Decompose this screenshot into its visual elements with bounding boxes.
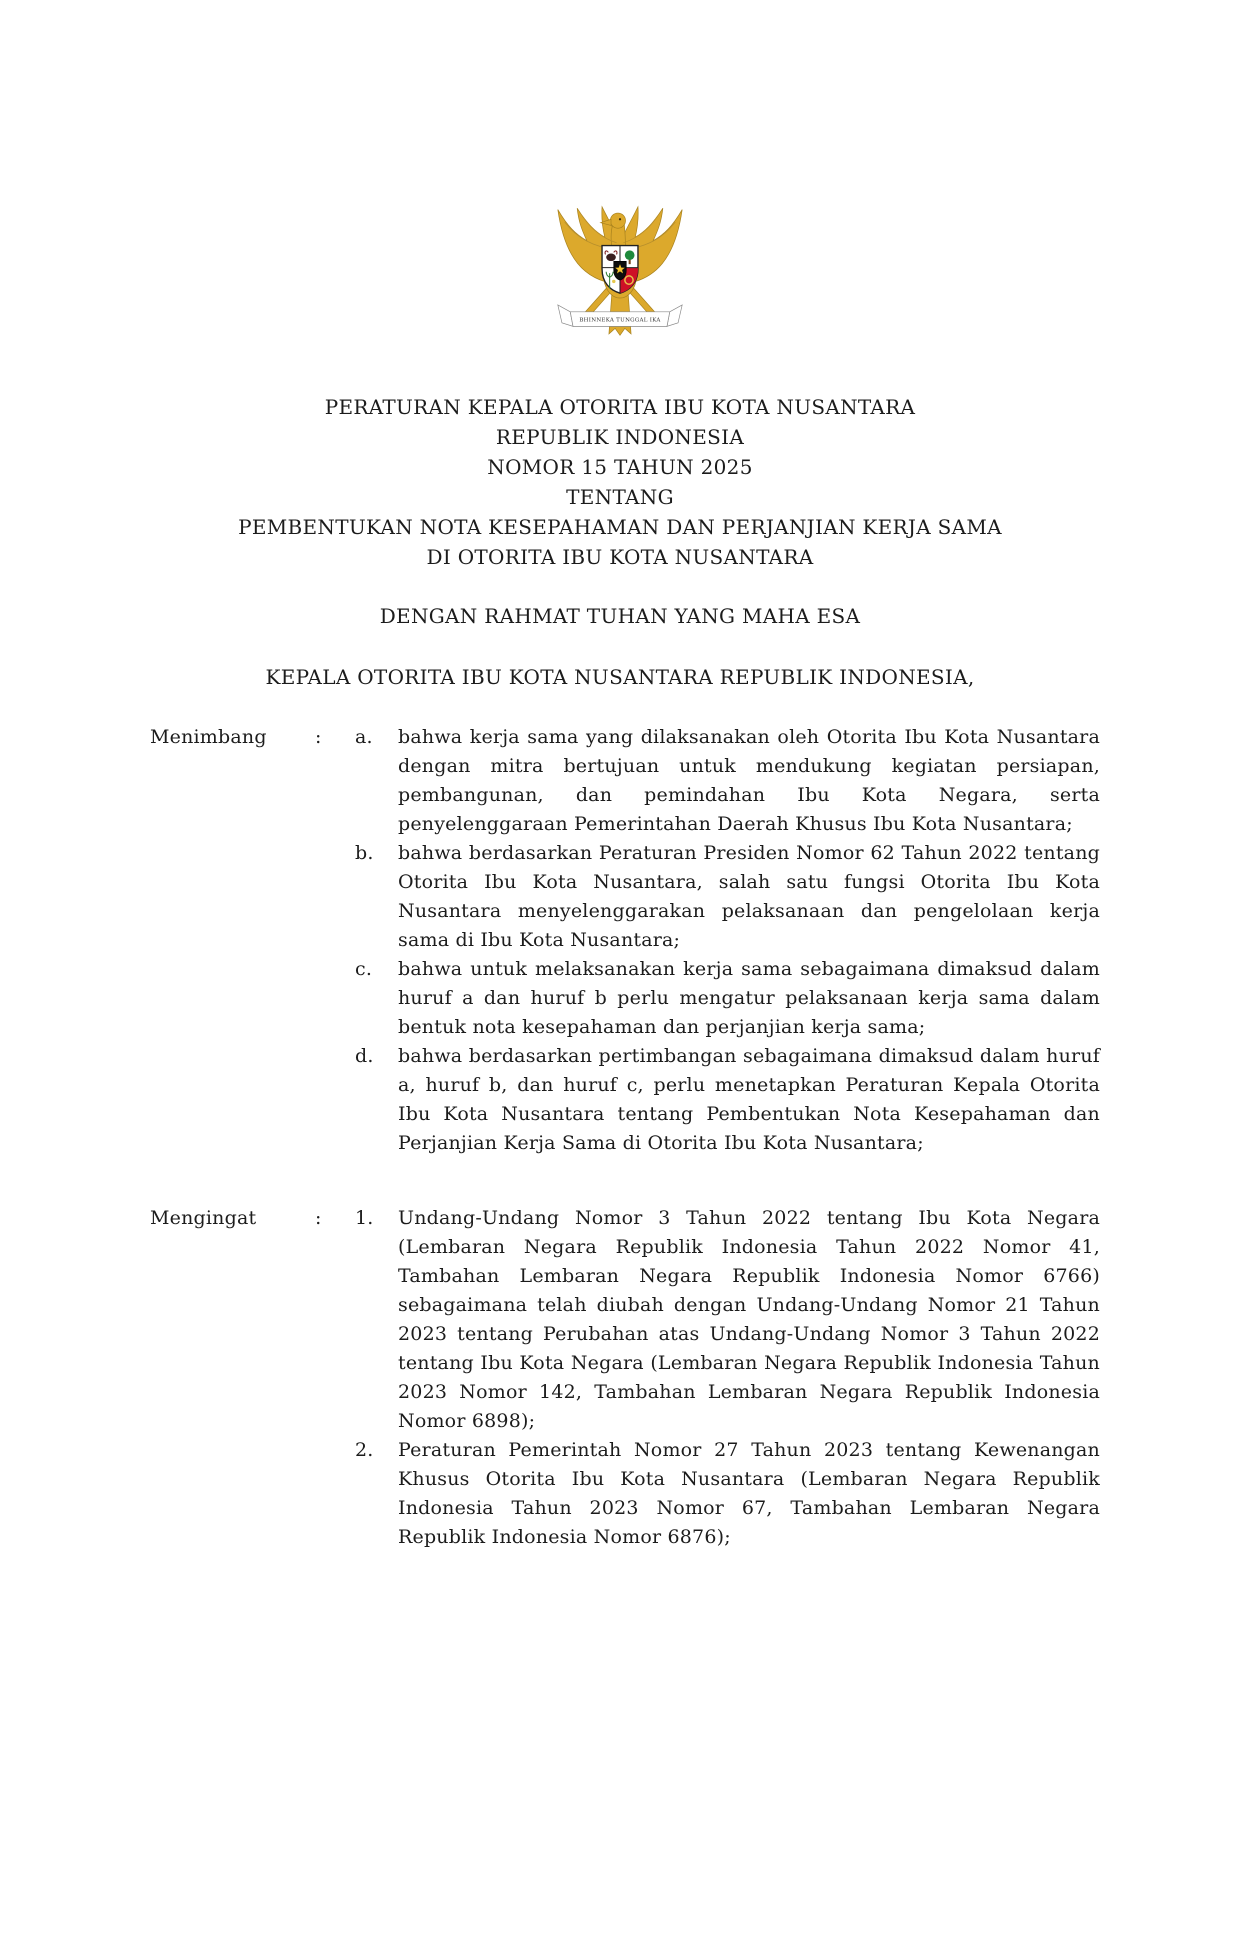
official-line: KEPALA OTORITA IBU KOTA NUSANTARA REPUBLIK INDONESIA, — [265, 665, 975, 689]
garuda-head — [610, 213, 625, 228]
pancasila-shield — [602, 246, 638, 294]
section-menimbang — [150, 723, 1100, 1158]
item-marker: 1. — [355, 1207, 374, 1229]
emblem-container — [0, 0, 1240, 352]
preamble-sections — [0, 723, 1240, 1552]
item-text: bahwa berdasarkan Peraturan Presiden Nomor 62 Tahun 2022 tentang Otorita Ibu Kota Nusantara, salah satu fungsi Otorita Ibu Kota Nusantara menyelenggarakan pelaksanaan dan pengelolaan kerja sama di Ibu Kota Nusantara; — [398, 842, 1100, 951]
item-marker: d. — [355, 1045, 374, 1067]
title-line-1: PERATURAN KEPALA OTORITA IBU KOTA NUSANTARA — [324, 395, 916, 419]
mengingat-items — [355, 1204, 1100, 1552]
section-mengingat-colon: : — [315, 1207, 322, 1229]
garuda-eye — [619, 218, 621, 220]
list-item — [355, 955, 1100, 1042]
item-text: Undang-Undang Nomor 3 Tahun 2022 tentang Ibu Kota Negara (Lembaran Negara Republik Indonesia Tahun 2022 Nomor 41, Tambahan Lembaran Negara Republik Indonesia Nomor 6766) sebagaimana telah diubah dengan Undang-Undang Nomor 21 Tahun 2023 tentang Perubahan atas Undang-Undang Nomor 3 Tahun 2022 tentang Ibu Kota Negara (Lembaran Negara Republik Indonesia Tahun 2023 Nomor 142, Tambahan Lembaran Negara Republik Indonesia Nomor 6898); — [398, 1207, 1100, 1432]
list-item — [355, 723, 1100, 839]
item-text: Peraturan Pemerintah Nomor 27 Tahun 2023 tentang Kewenangan Khusus Otorita Ibu Kota Nusantara (Lembaran Negara Republik Indonesia Tahun 2023 Nomor 67, Tambahan Lembaran Negara Republik Indonesia Nomor 6876); — [398, 1439, 1100, 1548]
garuda-pancasila-emblem — [544, 186, 696, 352]
invocation-line: DENGAN RAHMAT TUHAN YANG MAHA ESA — [379, 604, 861, 628]
section-menimbang-colon: : — [315, 726, 322, 748]
title-block — [0, 392, 1240, 572]
list-item — [355, 1436, 1100, 1552]
item-marker: c. — [355, 958, 373, 980]
list-item — [355, 1204, 1100, 1436]
section-menimbang-label: Menimbang — [150, 726, 267, 748]
title-line-5: PEMBENTUKAN NOTA KESEPAHAMAN DAN PERJANJIAN KERJA SAMA — [238, 515, 1002, 539]
title-line-6: DI OTORITA IBU KOTA NUSANTARA — [426, 545, 814, 569]
item-marker: b. — [355, 842, 374, 864]
item-text: bahwa untuk melaksanakan kerja sama sebagaimana dimaksud dalam huruf a dan huruf b perlu mengatur pelaksanaan kerja sama dalam bentuk nota kesepahaman dan perjanjian kerja sama; — [398, 958, 1100, 1038]
item-text: bahwa kerja sama yang dilaksanakan oleh Otorita Ibu Kota Nusantara dengan mitra bertujuan untuk mendukung kegiatan persiapan, pembangunan, dan pemindahan Ibu Kota Negara, serta penyelenggaraan Pemerintahan Daerah Khusus Ibu Kota Nusantara; — [398, 726, 1100, 835]
item-marker: a. — [355, 726, 373, 748]
motto-text: BHINNEKA TUNGGAL IKA — [579, 317, 661, 324]
menimbang-items — [355, 723, 1100, 1158]
title-line-2: REPUBLIK INDONESIA — [495, 425, 745, 449]
section-mengingat — [150, 1204, 1100, 1552]
item-text: bahwa berdasarkan pertimbangan sebagaimana dimaksud dalam huruf a, huruf b, dan huruf c, perlu menetapkan Peraturan Kepala Otorita Ibu Kota Nusantara tentang Pembentukan Nota Kesepahaman dan Perjanjian Kerja Sama di Otorita Ibu Kota Nusantara; — [398, 1045, 1100, 1154]
list-item — [355, 1042, 1100, 1158]
title-line-4: TENTANG — [566, 485, 674, 509]
section-mengingat-label: Mengingat — [150, 1207, 257, 1229]
item-marker: 2. — [355, 1439, 374, 1461]
list-item — [355, 839, 1100, 955]
title-line-3: NOMOR 15 TAHUN 2025 — [487, 455, 753, 479]
